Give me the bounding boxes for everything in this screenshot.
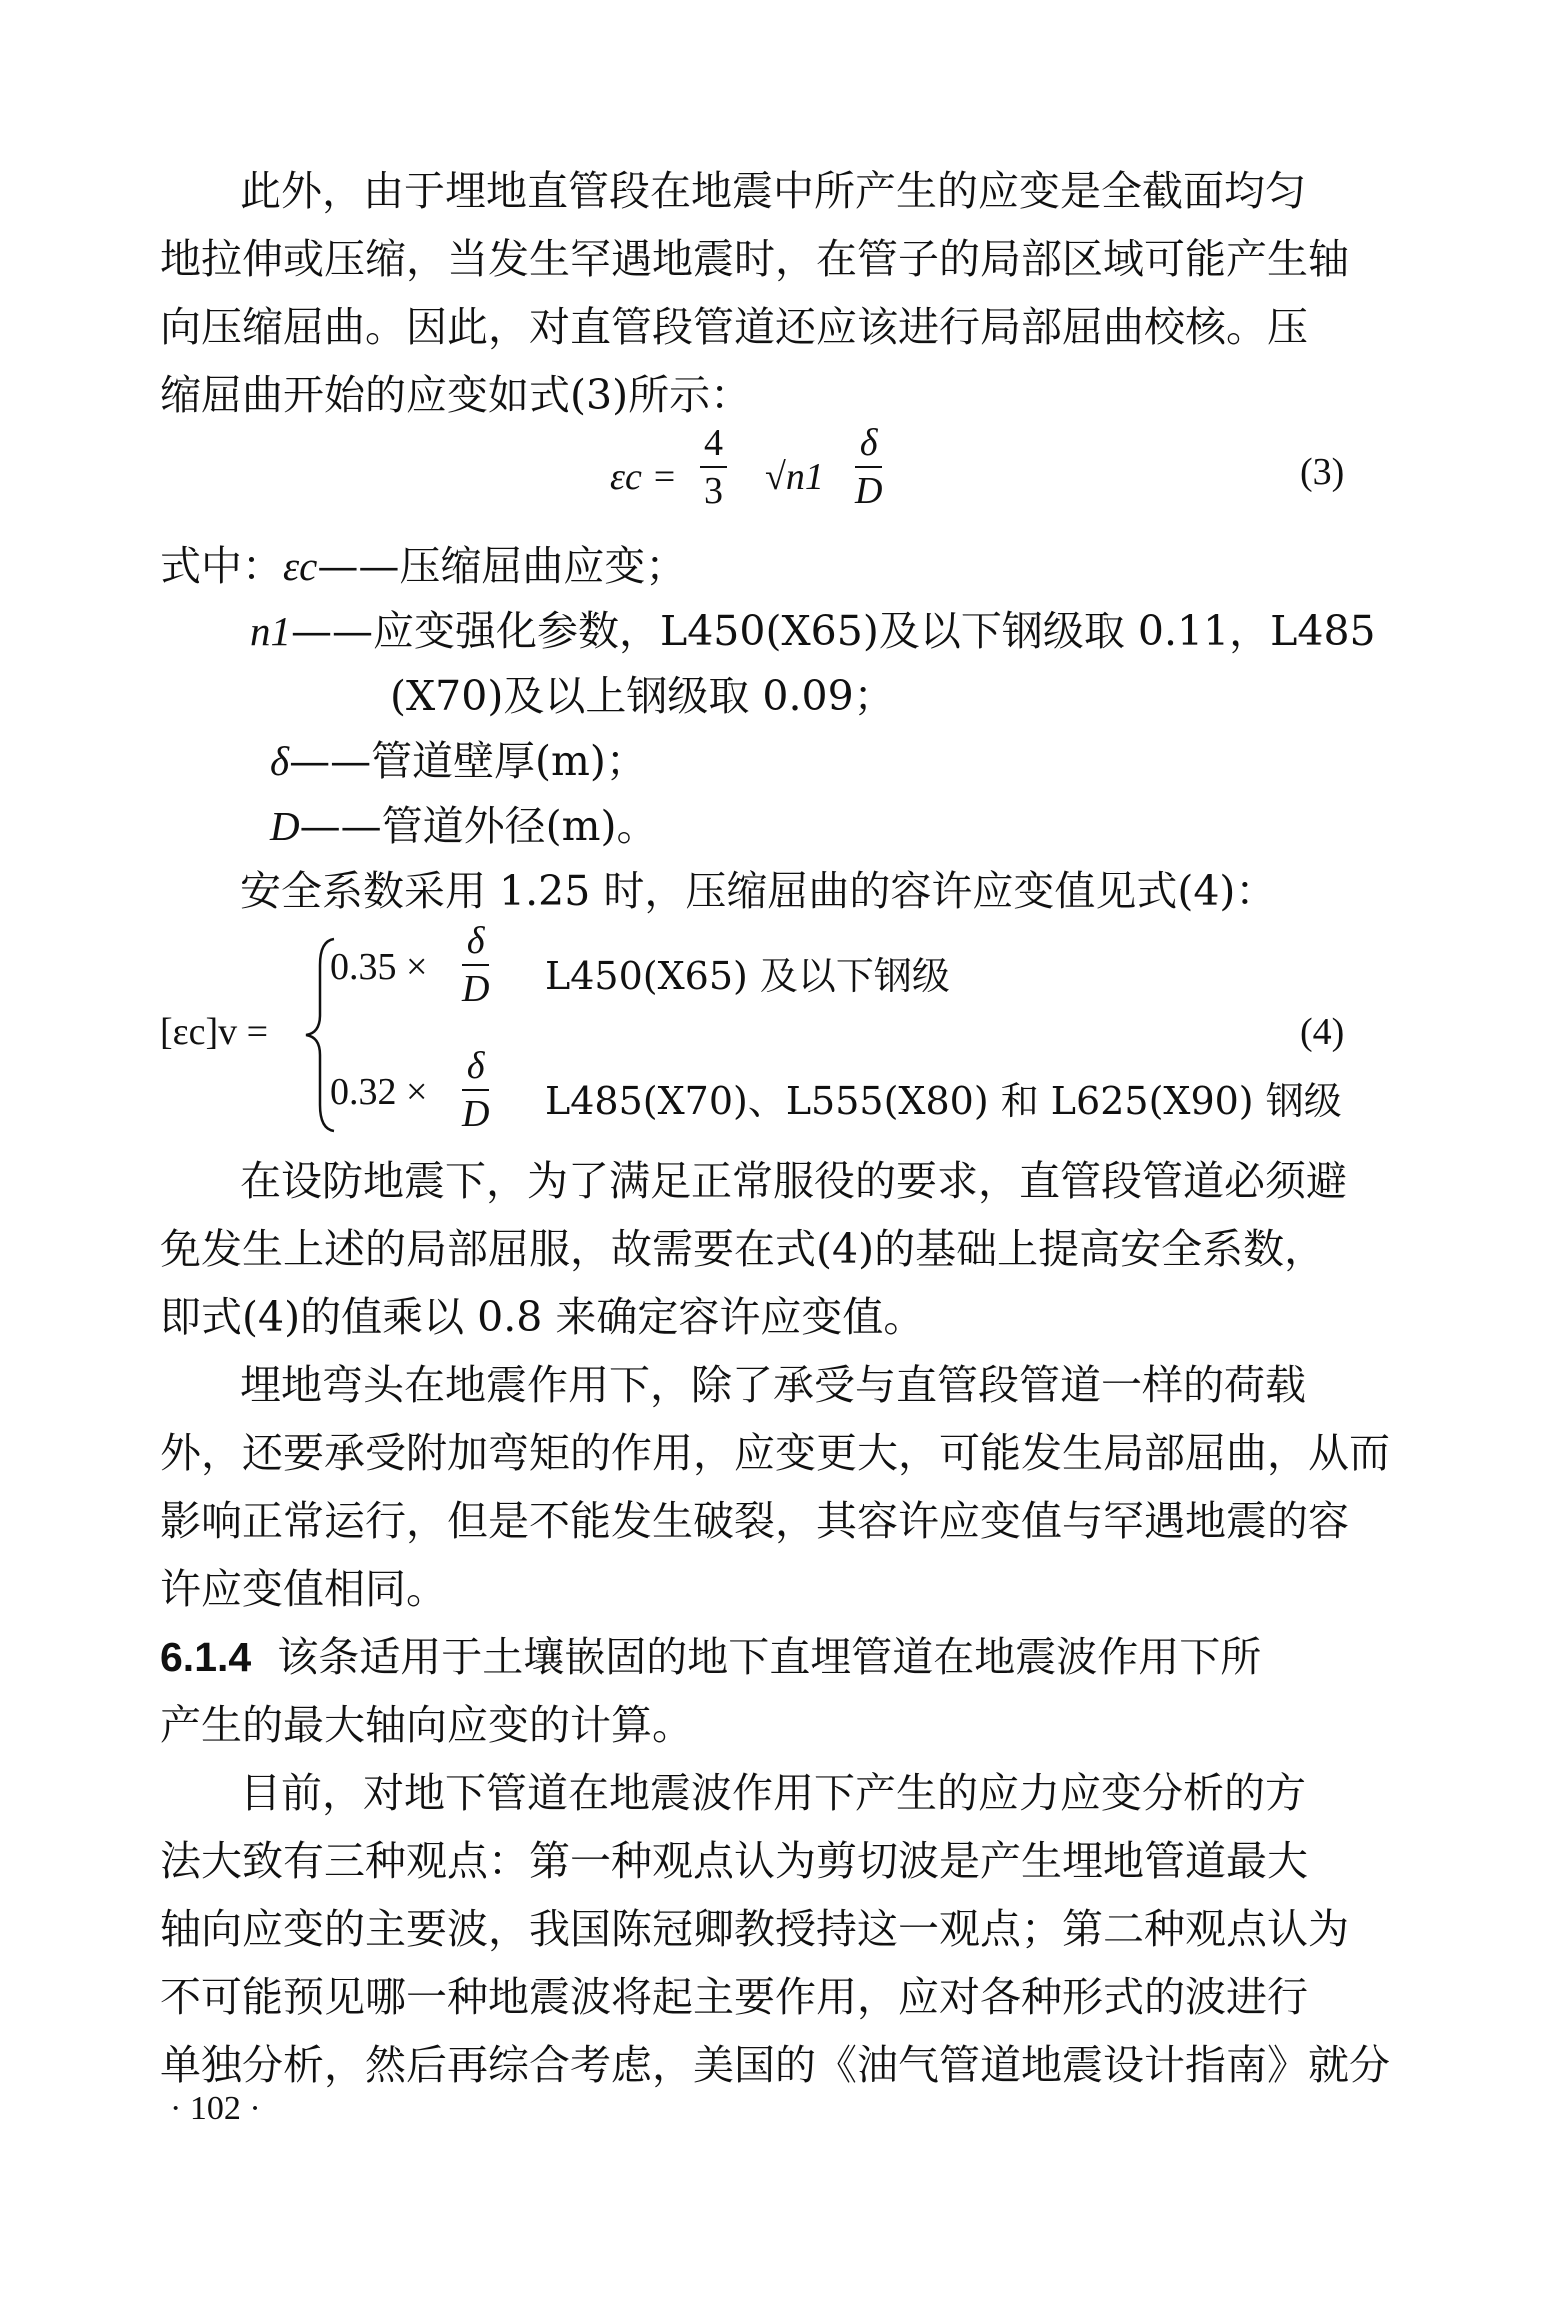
para4-line2: 外，还要承受附加弯矩的作用，应变更大，可能发生局部屈曲，从而 (160, 1429, 1390, 1477)
where-n1-symbol: n1 (250, 608, 291, 654)
para3-line1: 在设防地震下，为了满足正常服役的要求，直管段管道必须避 (240, 1157, 1347, 1205)
eq4-lhs: [εc]v = (160, 1011, 269, 1053)
section-heading-line (160, 1626, 1370, 1688)
eq3-fraction (700, 420, 727, 514)
where-eps-def: ——压缩屈曲应变； (317, 542, 687, 590)
eq4-case1-condition: L450(X65) 及以下钢级 (545, 954, 950, 998)
para3-line3: 即式(4)的值乘以 0.8 来确定容许应变值。 (160, 1293, 925, 1341)
eq3-fraction2 (855, 420, 882, 514)
para1-line3: 向压缩屈曲。因此，对直管段管道还应该进行局部屈曲校核。压 (160, 303, 1308, 351)
eq3-frac-den: 3 (704, 470, 723, 512)
eq3-frac-num: 4 (700, 420, 727, 468)
where-n1-row (250, 600, 1376, 662)
para4-line3: 影响正常运行，但是不能发生破裂，其容许应变值与罕遇地震的容 (160, 1497, 1349, 1545)
eq4-case2-frac-num: δ (462, 1043, 489, 1091)
eq3-number: (3) (1300, 451, 1345, 493)
eq4-case2-condition: L485(X70)、L555(X80) 和 L625(X90) 钢级 (545, 1079, 1342, 1123)
eq3-frac2-den: D (855, 470, 883, 512)
where-eps-symbol: εc (283, 543, 318, 589)
section-line2: 产生的最大轴向应变的计算。 (160, 1701, 693, 1749)
eq3-lhs: εc = (610, 456, 677, 498)
eq4-case1-coef: 0.35 × (330, 946, 428, 988)
eq3-frac2-num: δ (855, 420, 882, 468)
para5-line1: 目前，对地下管道在地震波作用下产生的应力应变分析的方 (240, 1769, 1306, 1817)
section-line1: 该条适用于土壤嵌固的地下直埋管道在地震波作用下所 (277, 1633, 1262, 1681)
where-block (160, 535, 686, 597)
where-D-symbol: D (270, 803, 300, 849)
where-delta-symbol: δ (270, 738, 290, 784)
section-number: 6.1.4 (160, 1634, 252, 1680)
eq4-case1-frac-num: δ (462, 918, 489, 966)
eq4-case2-fraction (462, 1043, 489, 1137)
eq4-case1-frac-den: D (462, 968, 490, 1010)
where-n1-def-cont: (X70)及以上钢级取 0.09； (390, 672, 895, 720)
para1-line4: 缩屈曲开始的应变如式(3)所示： (160, 371, 752, 419)
where-D-row (270, 795, 657, 857)
where-D-def: ——管道外径(m)。 (299, 802, 658, 850)
where-n1-def: ——应变强化参数，L450(X65)及以下钢级取 0.11，L485 (291, 607, 1376, 655)
where-delta-row (270, 730, 647, 792)
para5-line4: 不可能预见哪一种地震波将起主要作用，应对各种形式的波进行 (160, 1973, 1308, 2021)
where-delta-def: ——管道壁厚(m)； (289, 737, 647, 785)
para1-line1: 此外，由于埋地直管段在地震中所产生的应变是全截面均匀 (240, 167, 1306, 215)
para3-line2: 免发生上述的局部屈服，故需要在式(4)的基础上提高安全系数， (160, 1225, 1326, 1273)
eq4-case2-frac-den: D (462, 1093, 490, 1135)
para4-line4: 许应变值相同。 (160, 1565, 447, 1613)
where-intro: 式中： (160, 542, 283, 590)
page-number: · 102 · (170, 2090, 261, 2127)
para2: 安全系数采用 1.25 时，压缩屈曲的容许应变值见式(4)： (240, 867, 1277, 915)
para5-line3: 轴向应变的主要波，我国陈冠卿教授持这一观点；第二种观点认为 (160, 1905, 1349, 1953)
eq3-sqrt: √n1 (765, 456, 824, 498)
para5-line2: 法大致有三种观点：第一种观点认为剪切波是产生埋地管道最大 (160, 1837, 1308, 1885)
para4-line1: 埋地弯头在地震作用下，除了承受与直管段管道一样的荷载 (240, 1361, 1306, 1409)
para1-line2: 地拉伸或压缩，当发生罕遇地震时，在管子的局部区域可能产生轴 (160, 235, 1349, 283)
eq4-case2-coef: 0.32 × (330, 1071, 428, 1113)
eq4-number: (4) (1300, 1011, 1345, 1053)
eq4-case1-fraction (462, 918, 489, 1012)
para5-line5: 单独分析，然后再综合考虑，美国的《油气管道地震设计指南》就分 (160, 2041, 1390, 2089)
